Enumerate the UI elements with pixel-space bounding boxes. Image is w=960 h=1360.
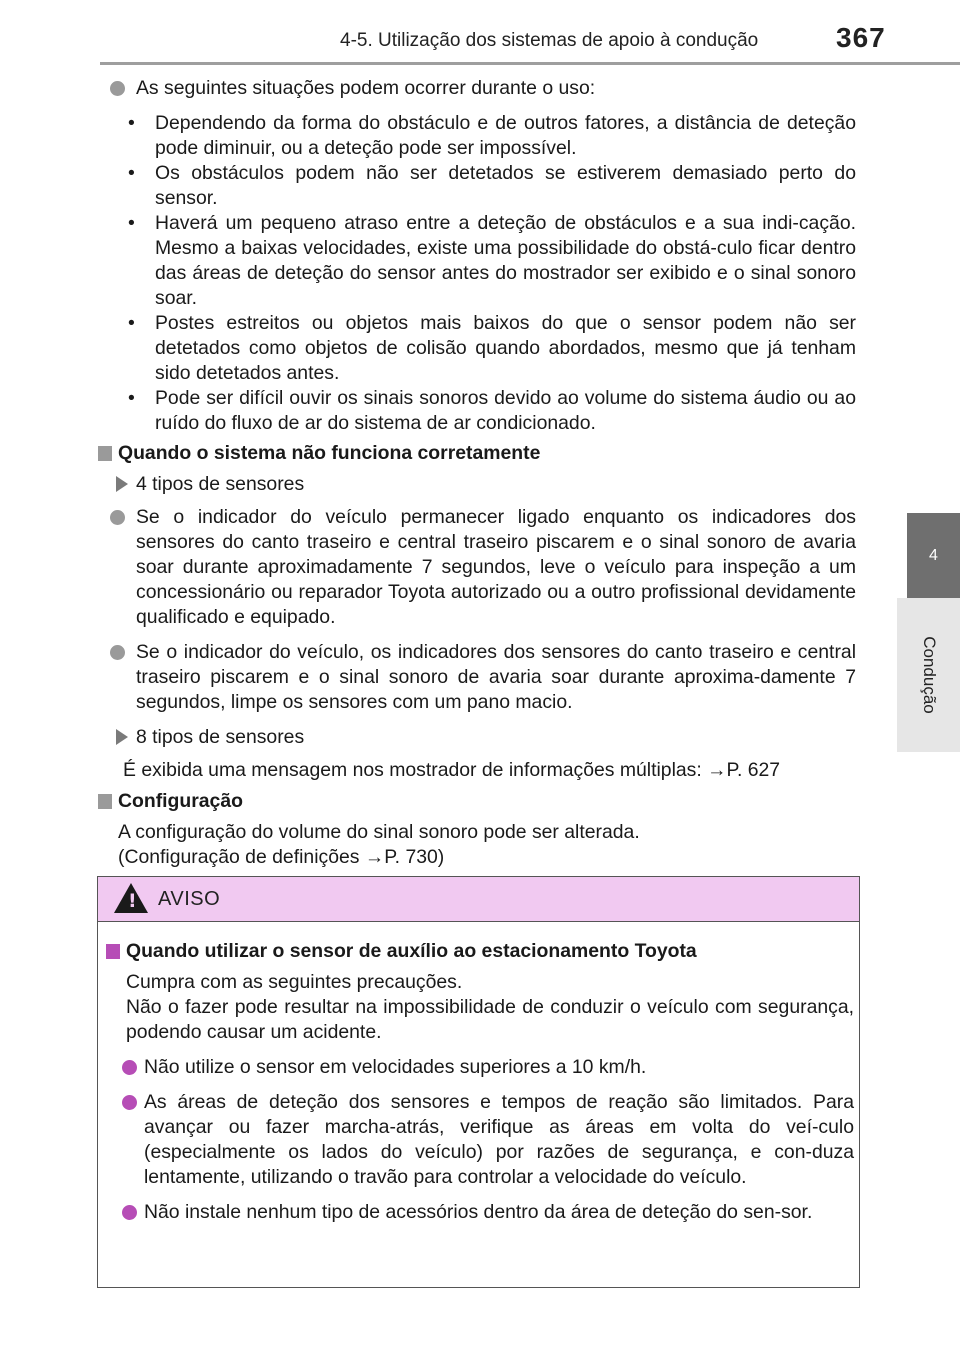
- four-sensors-label: [98, 472, 856, 497]
- malfunction-heading: [98, 441, 856, 466]
- warning-header: [98, 877, 859, 922]
- bullet-dot-icon: [110, 510, 125, 525]
- square-bullet-icon: [106, 944, 120, 959]
- warning-bullet: [106, 1055, 854, 1080]
- eight-sensors-label: [98, 725, 856, 750]
- section-title: 4-5. Utilização dos sistemas de apoio à condução: [340, 30, 759, 51]
- bullet-dot-icon: [122, 1060, 137, 1075]
- page-number: 367: [836, 22, 886, 53]
- intro-list: [98, 111, 856, 436]
- eight-sensors-message: É exibida uma mensagem nos mostrador de informações múltiplas: →P. 627: [123, 759, 781, 781]
- chapter-tab-number[interactable]: 4: [907, 513, 960, 598]
- bullet-text: As áreas de deteção dos sensores e tempos de reação são limitados. Para avançar ou fazer marcha-atrás, verifique as áreas em volta do veí-culo (especialmente os lados do veículo) por razões de segurança, e con-duza lentamente, utilizando o travão para controlar a velocidade do veículo.: [144, 1091, 854, 1188]
- warning-bullet: [106, 1200, 854, 1225]
- malfunction-heading-text: Quando o sistema não funciona corretamente: [118, 442, 541, 464]
- warning-heading-text: Quando utilizar o sensor de auxílio ao estacionamento Toyota: [126, 940, 697, 962]
- config-heading: [98, 789, 856, 814]
- square-bullet-icon: [98, 794, 112, 809]
- four-sensors-text: 4 tipos de sensores: [136, 473, 305, 495]
- bullet-text: Não utilize o sensor em velocidades superiores a 10 km/h.: [144, 1056, 647, 1078]
- warning-triangle-icon: !: [114, 883, 148, 913]
- intro-bullet-text: As seguintes situações podem ocorrer durante o uso:: [136, 77, 596, 99]
- warning-bullet: [106, 1090, 854, 1190]
- warning-intro-2: Não o fazer pode resultar na impossibilidade de conduzir o veículo com segurança, podendo causar um acidente.: [126, 996, 854, 1043]
- eight-sensors-text: 8 tipos de sensores: [136, 726, 305, 748]
- bullet-text: Se o indicador do veículo permanecer ligado enquanto os indicadores dos sensores do canto traseiro e central traseiro piscarem e o sinal sonoro de avaria soar durante aproximadamente 7 segundos, leve o veículo para inspeção a um concessionário ou reparador Toyota autorizado ou a outro profissional devidamente qualificado e equipado.: [136, 506, 856, 628]
- list-item: • Dependendo da forma do obstáculo e de outros fatores, a distância de deteção pode diminuir, ou a deteção pode ser impossível.: [98, 111, 856, 161]
- list-item: • Postes estreitos ou objetos mais baixos do que o sensor podem não ser detetados como objetos de colisão quando abordados, mesmo que já tenham sido detetados antes.: [98, 311, 856, 386]
- bullet-dot-icon: [110, 645, 125, 660]
- header-rule: [100, 62, 960, 65]
- warning-intro: [106, 970, 854, 995]
- config-line-1: A configuração do volume do sinal sonoro pode ser alterada.: [118, 821, 640, 843]
- four-sensors-bullet: [98, 505, 856, 630]
- list-item: • Pode ser difícil ouvir os sinais sonoros devido ao volume do sistema áudio ou ao ruído do fluxo de ar do sistema de ar condicionado.: [98, 386, 856, 436]
- warning-heading: [106, 939, 854, 964]
- triangle-arrow-icon: [116, 729, 128, 745]
- warning-box: [97, 876, 860, 1288]
- chapter-label-text: Condução: [919, 636, 939, 714]
- warning-intro-text: Cumpra com as seguintes precauções.: [126, 971, 463, 993]
- triangle-arrow-icon: [116, 476, 128, 492]
- config-line-2: (Configuração de definições →P. 730): [118, 846, 445, 868]
- list-item: • Haverá um pequeno atraso entre a deteção de obstáculos e a sua indi-cação. Mesmo a baixas velocidades, existe uma possibilidade do obstá-culo ficar dentro das áreas de deteção do sensor antes do mostrador ser exibido e o sinal sonoro soar.: [98, 211, 856, 311]
- chapter-tab-label[interactable]: [897, 598, 960, 752]
- bullet-dot-icon: [110, 81, 125, 96]
- bullet-text: Se o indicador do veículo, os indicadores dos sensores do canto traseiro e central traseiro piscarem e o sinal sonoro de avaria soar durante aproxima-damente 7 segundos, limpe os sensores com um pano macio.: [136, 641, 856, 713]
- warning-title: AVISO: [158, 888, 221, 910]
- bullet-dot-icon: [122, 1095, 137, 1110]
- list-item: • Os obstáculos podem não ser detetados se estiverem demasiado perto do sensor.: [98, 161, 856, 211]
- page-header: [100, 0, 900, 62]
- four-sensors-bullet: [98, 640, 856, 715]
- config-heading-text: Configuração: [118, 790, 243, 812]
- intro-bullet: [98, 76, 856, 101]
- warning-body: [106, 939, 854, 1235]
- bullet-text: Não instale nenhum tipo de acessórios dentro da área de deteção do sen-sor.: [144, 1201, 813, 1223]
- main-content: [98, 76, 856, 870]
- bullet-dot-icon: [122, 1205, 137, 1220]
- square-bullet-icon: [98, 446, 112, 461]
